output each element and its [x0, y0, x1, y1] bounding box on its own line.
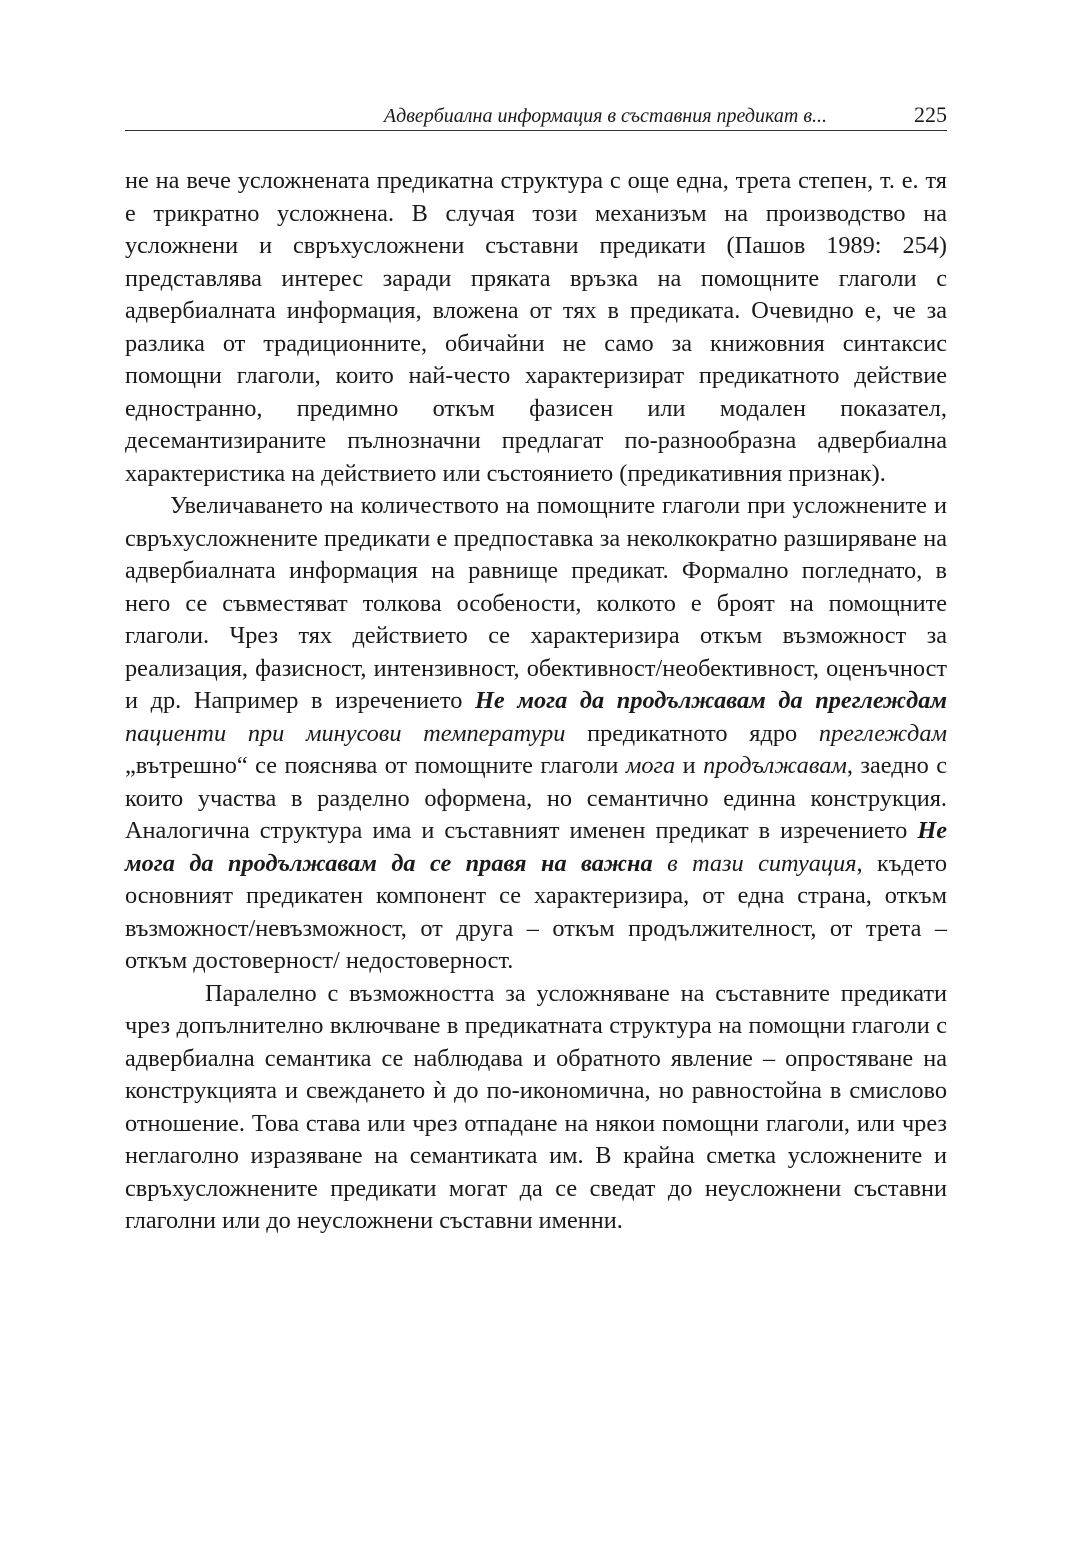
p2-text-5: , заедно с които участва в разделно оформена, но семантично единна конструкция. Аналогична структура има и съставният именен предикат в изречението — [125, 752, 948, 844]
paragraph-3: Паралелно с възможността за усложняване на съставните предикати чрез допълнително включване в предикатната структура на помощни глаголи с адвербиална семантика се наблюдава и обратното явление – опростяване на конструкцията и свеждането ѝ до по-икономична, но равностойна в смислово отношение. Това става или чрез отпадане на някои помощни глаголи, или чрез неглаголно изразяване на семантиката им. В крайна сметка усложнените и свръхусложнените предикати могат да се сведат до неусложнени съставни глаголни или до неусложнени съставни именни. — [125, 979, 947, 1234]
p2-text-3: „вътрешно“ се пояснява от помощните глаголи — [125, 752, 626, 779]
page-number: 225 — [914, 102, 947, 127]
term-prodalzhavam: продължавам — [703, 752, 847, 779]
running-header-title: Адвербиална информация в съставния предикат в... — [383, 105, 827, 127]
example-2-bold: Не мога да продължавам да се правя на важна — [125, 817, 947, 877]
example-2-italic: в тази ситуация — [652, 849, 857, 877]
p2-text-6: , където основният предикатен компонент се характеризира, от една страна, откъм възможност/невъзможност, от друга – откъм продължителност, от трета – откъм достоверност/ недостоверност. — [125, 849, 947, 974]
body-text — [125, 165, 947, 1238]
p2-text-4: и — [675, 752, 704, 779]
p2-text-2: предикатното ядро — [565, 719, 819, 747]
paragraph-2 — [125, 490, 947, 978]
paragraph-1: не на вече усложнената предикатна структура с още една, трета степен, т. е. тя е трикратно усложнена. В случая този механизъм на производство на усложнени и свръхусложнени съставни предикати (Пашов 1989: 254) представлява интерес заради пряката връзка на помощните глаголи с адвербиалната информация, вложена от тях в предиката. Очевидно е, че за разлика от традиционните, обичайни не само за книжовния синтаксис помощни глаголи, които най-често характеризират предикатното действие едностранно, предимно откъм фазисен или модален показател, десемантизираните пълнозначни предлагат по-разнообразна адвербиална характеристика на действието или състоянието (предикативния признак). — [125, 167, 947, 487]
example-1-italic: пациенти при минусови температури — [125, 719, 566, 747]
term-moga: мога — [625, 752, 676, 779]
p2-text-1: Увеличаването на количеството на помощните глаголи при усложнените и свръхусложнените предикати е предпоставка за неколкократно разширяване на адвербиалната информация на равнище предикат. Формално погледнато, в него се съвместяват толкова особености, колкото е броят на помощните глаголи. Чрез тях действието се характеризира откъм възможност за реализация, фазисност, интензивност, обективност/необективност, оценъчност и др. Например в изречението — [125, 492, 947, 714]
example-1-bold: Не мога да продължавам да преглеждам — [475, 687, 947, 714]
term-pregledam: преглеждам — [818, 719, 947, 747]
running-header — [125, 100, 947, 131]
